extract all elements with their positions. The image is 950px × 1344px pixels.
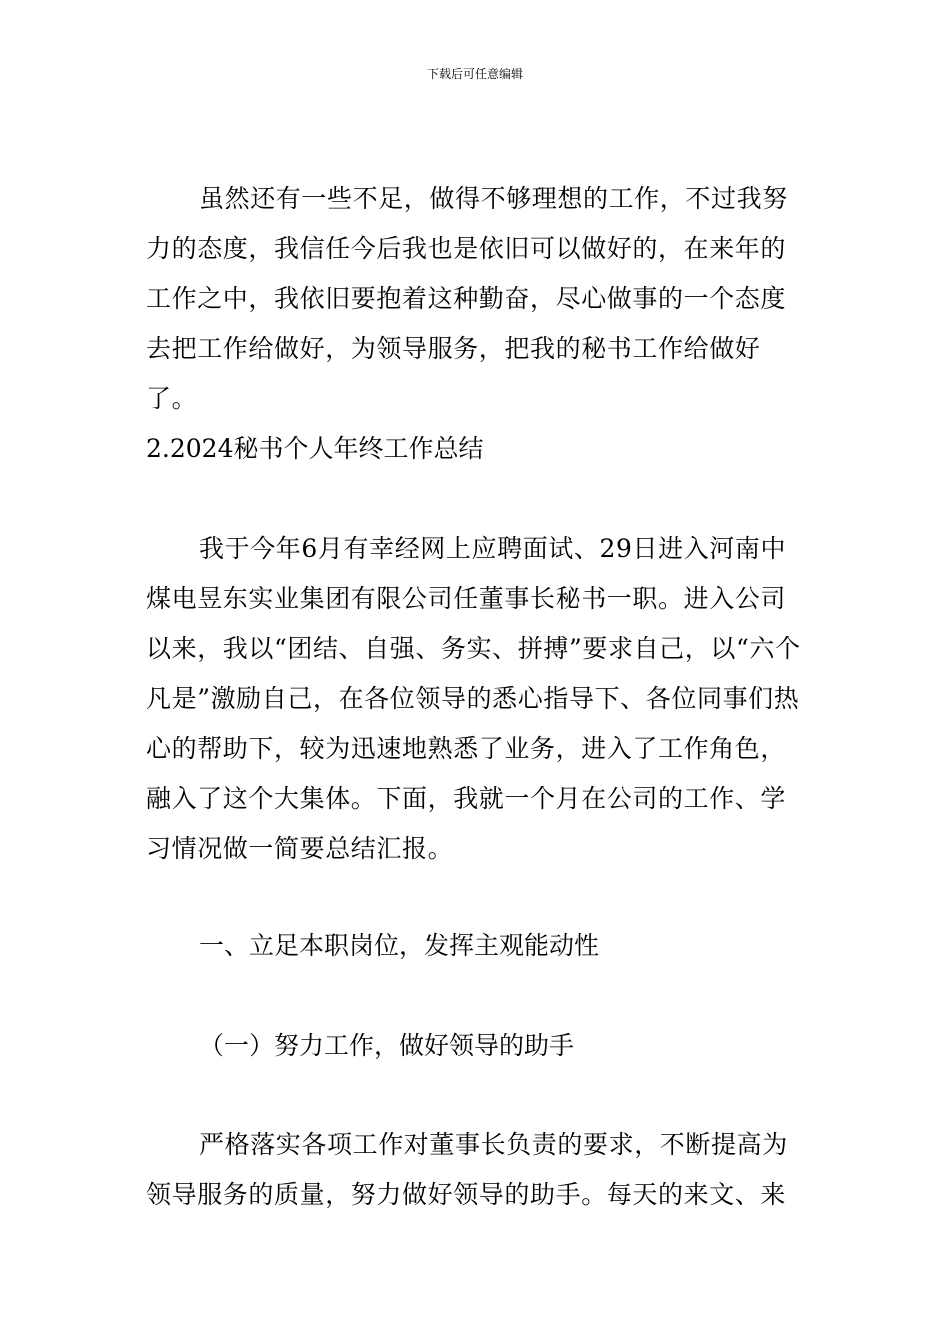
heading-level-1: 一、立足本职岗位，发挥主观能动性 (199, 931, 600, 960)
heading-level-2: （一）努力工作，做好领导的助手 (199, 1031, 575, 1060)
paragraph-closing-remarks: 虽然还有一些不足，做得不够理想的工作，不过我努力的态度，我信任今后我也是依旧可以做好的，在来年的工作之中，我依旧要抱着这种勤奋，尽心做事的一个态度去把工作给做好，为领导服务，把我的秘书工作给做好了。 (146, 184, 788, 413)
page-header: 下载后可任意编辑 (426, 67, 523, 81)
paragraph-introduction: 我于今年6月有幸经网上应聘面试、29日进入河南中煤电昱东实业集团有限公司任董事长秘书一职。进入公司以来，我以“团结、自强、务实、拼搏”要求自己，以“六个凡是”激励自己，在各位领导的悉心指导下、各位同事们热心的帮助下，较为迅速地熟悉了业务，进入了工作角色，融入了这个大集体。下面，我就一个月在公司的工作、学习情况做一简要总结汇报。 (146, 534, 801, 863)
paragraph-body: 严格落实各项工作对董事长负责的要求，不断提高为领导服务的质量，努力做好领导的助手。每天的来文、来 (146, 1130, 788, 1209)
section-title: 2.2024秘书个人年终工作总结 (146, 434, 484, 463)
